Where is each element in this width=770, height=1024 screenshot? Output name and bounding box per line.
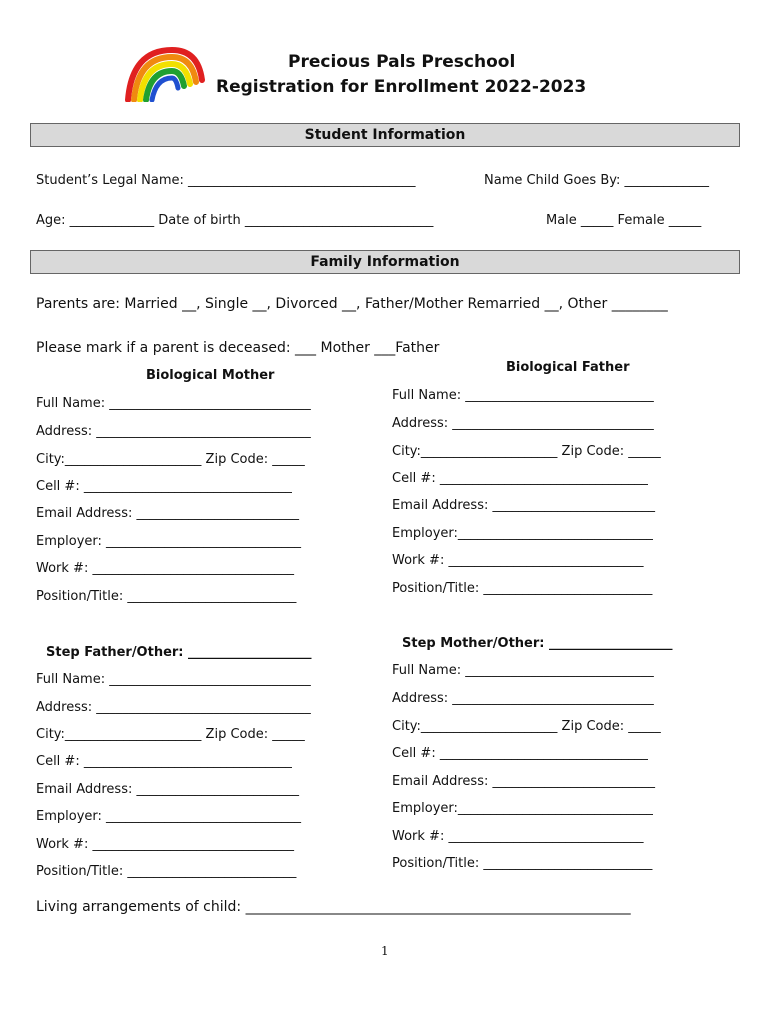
- stepmother-email-field[interactable]: Email Address: _________________________: [392, 774, 655, 789]
- mother-work-field[interactable]: Work #: _______________________________: [36, 561, 294, 576]
- father-work-field[interactable]: Work #: ______________________________: [392, 553, 644, 568]
- living-arrangements-field[interactable]: Living arrangements of child: _______________________________________________________: [36, 899, 631, 915]
- age-dob-field[interactable]: Age: _____________ Date of birth _____________________________: [36, 213, 434, 228]
- stepfather-address-field[interactable]: Address: _________________________________: [36, 700, 311, 715]
- mother-email-field[interactable]: Email Address: _________________________: [36, 506, 299, 521]
- mother-address-field[interactable]: Address: _________________________________: [36, 424, 311, 439]
- stepmother-city-zip-field[interactable]: City:_____________________ Zip Code: _____: [392, 719, 661, 734]
- stepfather-position-field[interactable]: Position/Title: __________________________: [36, 864, 297, 879]
- name-goes-by-field[interactable]: Name Child Goes By: _____________: [484, 173, 710, 188]
- section-heading: Student Information: [304, 127, 466, 143]
- stepfather-cell-field[interactable]: Cell #: ________________________________: [36, 754, 292, 769]
- mother-full-name-field[interactable]: Full Name: _______________________________: [36, 396, 311, 411]
- stepmother-work-field[interactable]: Work #: ______________________________: [392, 829, 644, 844]
- stepmother-employer-field[interactable]: Employer:______________________________: [392, 801, 653, 816]
- stepmother-cell-field[interactable]: Cell #: ________________________________: [392, 746, 648, 761]
- stepmother-position-field[interactable]: Position/Title: __________________________: [392, 856, 653, 871]
- family-information-bar: [30, 250, 740, 274]
- father-city-zip-field[interactable]: City:_____________________ Zip Code: _____: [392, 444, 661, 459]
- father-address-field[interactable]: Address: _______________________________: [392, 416, 654, 431]
- biological-mother-heading: Biological Mother: [146, 368, 275, 383]
- page-number: 1: [381, 944, 389, 958]
- father-full-name-field[interactable]: Full Name: _____________________________: [392, 388, 654, 403]
- school-name: Precious Pals Preschool: [288, 52, 516, 72]
- form-title: Registration for Enrollment 2022-2023: [216, 77, 587, 97]
- parents-status-field[interactable]: Parents are: Married __, Single __, Divorced __, Father/Mother Remarried __, Other ________: [36, 296, 668, 312]
- gender-field[interactable]: Male _____ Female _____: [546, 213, 702, 228]
- mother-city-zip-field[interactable]: City:_____________________ Zip Code: _____: [36, 452, 305, 467]
- step-mother-heading[interactable]: Step Mother/Other: ___________________: [402, 636, 673, 651]
- stepfather-email-field[interactable]: Email Address: _________________________: [36, 782, 299, 797]
- stepfather-work-field[interactable]: Work #: _______________________________: [36, 837, 294, 852]
- mother-employer-field[interactable]: Employer: ______________________________: [36, 534, 302, 549]
- stepfather-city-zip-field[interactable]: City:_____________________ Zip Code: _____: [36, 727, 305, 742]
- student-information-bar: [30, 123, 740, 147]
- father-email-field[interactable]: Email Address: _________________________: [392, 498, 655, 513]
- rainbow-icon: [122, 44, 206, 102]
- legal-name-field[interactable]: Student’s Legal Name: ___________________________________: [36, 173, 416, 188]
- father-cell-field[interactable]: Cell #: ________________________________: [392, 471, 648, 486]
- section-heading: Family Information: [310, 254, 460, 270]
- stepmother-address-field[interactable]: Address: _______________________________: [392, 691, 654, 706]
- mother-position-field[interactable]: Position/Title: __________________________: [36, 589, 297, 604]
- stepfather-full-name-field[interactable]: Full Name: _______________________________: [36, 672, 311, 687]
- step-father-heading[interactable]: Step Father/Other: ___________________: [46, 645, 312, 660]
- father-employer-field[interactable]: Employer:______________________________: [392, 526, 653, 541]
- stepmother-full-name-field[interactable]: Full Name: _____________________________: [392, 663, 654, 678]
- stepfather-employer-field[interactable]: Employer: ______________________________: [36, 809, 302, 824]
- biological-father-heading: Biological Father: [506, 360, 630, 375]
- mother-cell-field[interactable]: Cell #: ________________________________: [36, 479, 292, 494]
- father-position-field[interactable]: Position/Title: __________________________: [392, 581, 653, 596]
- deceased-field[interactable]: Please mark if a parent is deceased: ___ Mother ___Father: [36, 340, 440, 356]
